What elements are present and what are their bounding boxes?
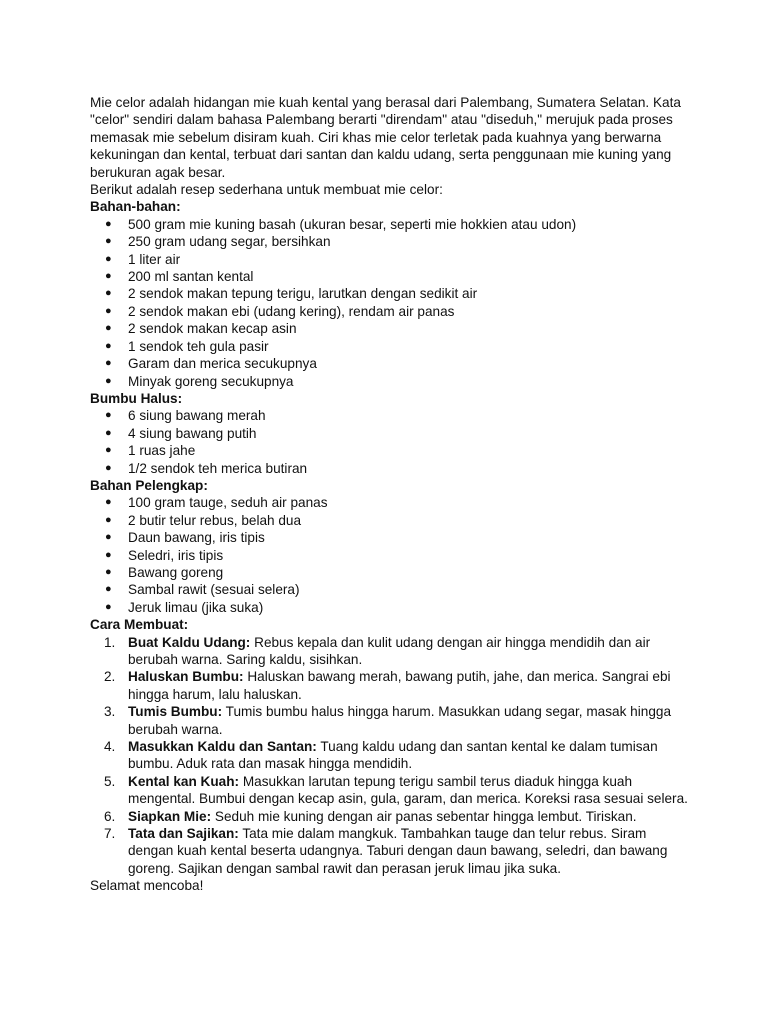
- step-number: 6.: [104, 808, 116, 824]
- step-text: Tumis bumbu halus hingga harum. Masukkan udang segar, masak hingga berubah warna.: [128, 704, 671, 737]
- step-title: Tata dan Sajikan:: [128, 826, 239, 842]
- list-item: ● 200 ml santan kental: [128, 268, 690, 285]
- step-item: [104, 738, 690, 773]
- list-item: ● Garam dan merica secukupnya: [128, 355, 690, 372]
- list-bumbu: [90, 407, 690, 477]
- list-item: ● Seledri, iris tipis: [128, 547, 690, 564]
- step-number: 7.: [104, 826, 116, 842]
- list-item: ● 250 gram udang segar, bersihkan: [128, 233, 690, 250]
- heading-bumbu: Bumbu Halus:: [90, 390, 183, 406]
- list-bahan: [90, 216, 690, 390]
- heading-pelengkap: Bahan Pelengkap:: [90, 477, 208, 493]
- list-item: ● 500 gram mie kuning basah (ukuran besar, seperti mie hokkien atau udon): [128, 216, 690, 233]
- list-item: ● 1 ruas jahe: [128, 442, 690, 459]
- step-item: [104, 808, 690, 825]
- list-item: ● 1 liter air: [128, 251, 690, 268]
- step-title: Masukkan Kaldu dan Santan:: [128, 739, 317, 755]
- step-item: [104, 825, 690, 877]
- list-item: ● 1 sendok teh gula pasir: [128, 338, 690, 355]
- step-item: [104, 703, 690, 738]
- step-title: Kental kan Kuah:: [128, 773, 240, 789]
- step-text: Rebus kepala dan kulit udang dengan air hingga mendidih dan air berubah warna. Saring kaldu, sisihkan.: [128, 634, 651, 667]
- step-number: 2.: [104, 669, 116, 685]
- step-title: Buat Kaldu Udang:: [128, 634, 251, 650]
- list-item: ● Bawang goreng: [128, 564, 690, 581]
- step-item: [104, 773, 690, 808]
- heading-cara: Cara Membuat:: [90, 617, 189, 633]
- step-text: Seduh mie kuning dengan air panas sebentar hingga lembut. Tiriskan.: [214, 808, 637, 824]
- list-item: ● 2 butir telur rebus, belah dua: [128, 512, 690, 529]
- document-page: [90, 94, 690, 895]
- list-item: ● Sambal rawit (sesuai selera): [128, 581, 690, 598]
- list-item: ● 2 sendok makan tepung terigu, larutkan dengan sedikit air: [128, 285, 690, 302]
- list-item: ● Daun bawang, iris tipis: [128, 529, 690, 546]
- step-text: Tata mie dalam mangkuk. Tambahkan tauge dan telur rebus. Siram dengan kuah kental beserta udangnya. Taburi dengan daun bawang, seledri, dan bawang goreng. Sajikan dengan sambal rawit dan perasan jeruk limau jika suka.: [128, 826, 668, 876]
- intro-lead-in: Berikut adalah resep sederhana untuk membuat mie celor:: [90, 182, 443, 198]
- list-item: ● 4 siung bawang putih: [128, 425, 690, 442]
- list-item: ● Minyak goreng secukupnya: [128, 373, 690, 390]
- step-number: 3.: [104, 704, 116, 720]
- list-cara: [90, 634, 690, 878]
- step-number: 5.: [104, 773, 116, 789]
- step-item: [104, 668, 690, 703]
- step-text: Masukkan larutan tepung terigu sambil terus diaduk hingga kuah mengental. Bumbui dengan kecap asin, gula, garam, dan merica. Koreksi rasa sesuai selera.: [128, 773, 688, 807]
- list-item: ● 2 sendok makan kecap asin: [128, 320, 690, 337]
- step-title: Siapkan Mie:: [128, 808, 212, 824]
- list-pelengkap: [90, 494, 690, 616]
- list-item: ● Jeruk limau (jika suka): [128, 599, 690, 616]
- step-title: Tumis Bumbu:: [128, 704, 223, 720]
- step-title: Haluskan Bumbu:: [128, 669, 244, 685]
- list-item: ● 1/2 sendok teh merica butiran: [128, 460, 690, 477]
- step-text: Haluskan bawang merah, bawang putih, jahe, dan merica. Sangrai ebi hingga harum, lalu haluskan.: [128, 669, 671, 702]
- step-text: Tuang kaldu udang dan santan kental ke dalam tumisan bumbu. Aduk rata dan masak hingga mendidih.: [128, 739, 658, 772]
- step-number: 4.: [104, 739, 116, 755]
- list-item: ● 2 sendok makan ebi (udang kering), rendam air panas: [128, 303, 690, 320]
- step-number: 1.: [104, 634, 116, 650]
- intro-paragraph: Mie celor adalah hidangan mie kuah kental yang berasal dari Palembang, Sumatera Selatan. Kata "celor" sendiri dalam bahasa Palembang berarti "direndam" atau "diseduh," merujuk pada proses memasak mie sebelum disiram kuah. Ciri khas mie celor terletak pada kuahnya yang berwarna kekuningan dan kental, terbuat dari santan dan kaldu udang, serta penggunaan mie kuning yang berukuran agak besar.: [90, 95, 681, 180]
- list-item: ● 6 siung bawang merah: [128, 407, 690, 424]
- heading-bahan: Bahan-bahan:: [90, 199, 181, 215]
- list-item: ● 100 gram tauge, seduh air panas: [128, 494, 690, 511]
- closing-text: Selamat mencoba!: [90, 878, 204, 894]
- step-item: [104, 634, 690, 669]
